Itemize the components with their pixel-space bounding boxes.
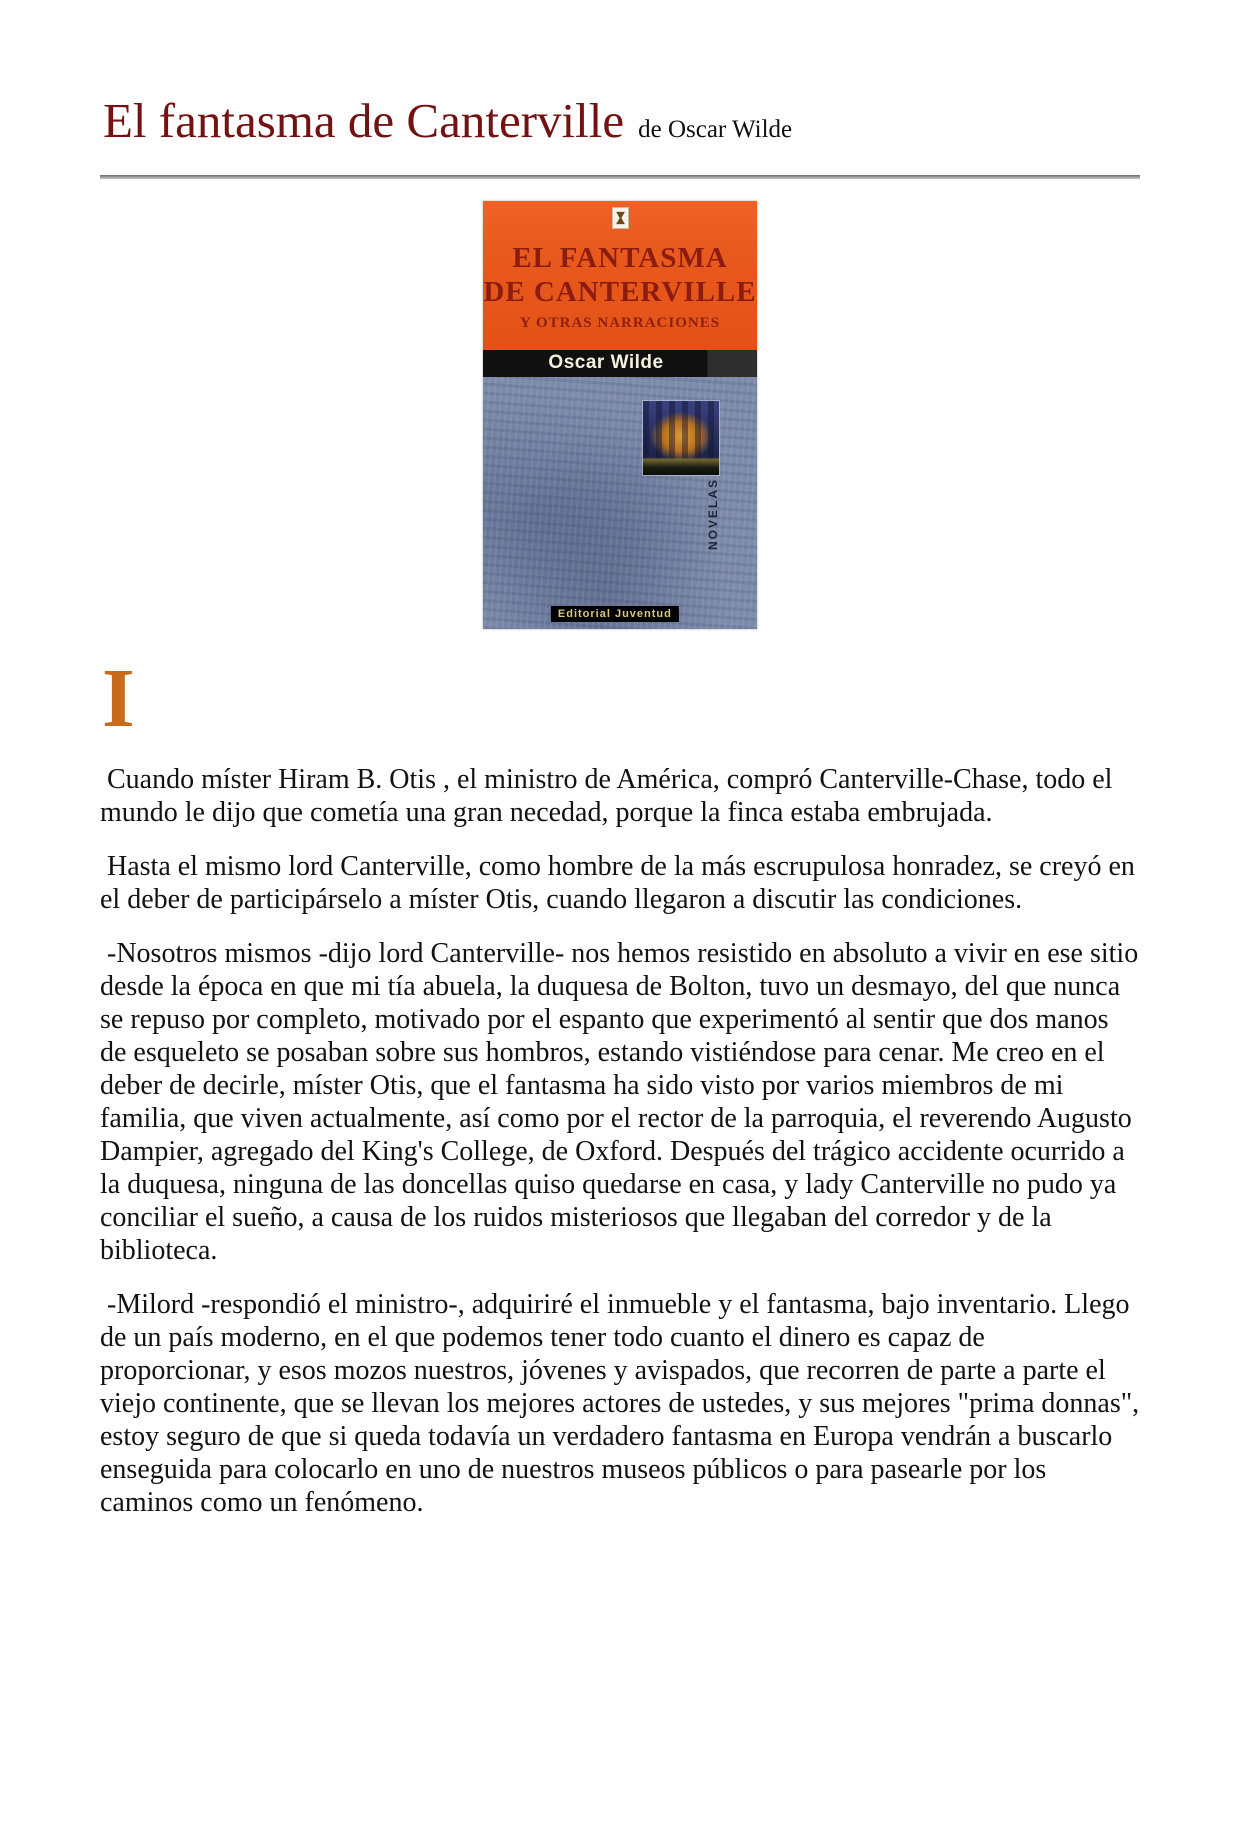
paragraph: -Milord -respondió el ministro-, adquiriré el inmueble y el fantasma, bajo inventario. Llego de un país moderno, en el que podemos tener todo cuanto el dinero es capaz de proporcionar, y esos mozos nuestros, jóvenes y avispados, que recorren de parte a parte el viejo continente, que se llevan los mejores actores de ustedes, y sus mejores "prima donnas", estoy seguro de que si queda todavía un verdadero fantasma en Europa vendrán a buscarlo enseguida para colocarlo en uno de nuestros museos públicos o para pasearle por los caminos como un fenómeno. [100, 1288, 1140, 1518]
cover-collection-label: NOVELAS [706, 477, 720, 550]
castle-photo [643, 401, 719, 475]
cover-author-band [483, 350, 757, 377]
page-title-text: El fantasma de Canterville [103, 93, 625, 148]
book-cover-image [483, 201, 757, 629]
story-text [100, 763, 1140, 1519]
cover-bottom-section [483, 377, 757, 629]
document-page [0, 93, 1240, 1848]
cover-author: Oscar Wilde [548, 352, 664, 374]
page-title [103, 93, 1140, 149]
page-header [100, 93, 1140, 149]
cover-title-line1: EL FANTASMA [512, 241, 728, 274]
cover-title [483, 241, 757, 332]
divider [100, 175, 1140, 179]
page-byline: de Oscar Wilde [638, 116, 793, 143]
publisher-logo-icon [612, 207, 629, 229]
cover-subtitle: Y OTRAS NARRACIONES [519, 314, 721, 331]
chapter-numeral: I [102, 651, 135, 745]
cover-publisher-label: Editorial Juventud [551, 606, 679, 622]
cover-top-section [483, 201, 757, 350]
paragraph: Cuando míster Hiram B. Otis , el ministro de América, compró Canterville-Chase, todo el mundo le dijo que cometía una gran necedad, porque la finca estaba embrujada. [100, 763, 1113, 828]
cover-title-line2: DE CANTERVILLE [483, 275, 757, 308]
paragraph: -Nosotros mismos -dijo lord Canterville- nos hemos resistido en absoluto a vivir en ese sitio desde la época en que mi tía abuela, la duquesa de Bolton, tuvo un desmayo, del que nunca se repuso por completo, motivado por el espanto que experimentó al sentir que dos manos de esqueleto se posaban sobre sus hombros, estando vistiéndose para cenar. Me creo en el deber de decirle, míster Otis, que el fantasma ha sido visto por varios miembros de mi familia, que viven actualmente, así como por el rector de la parroquia, el reverendo Augusto Dampier, agregado del King's College, de Oxford. Después del trágico accidente ocurrido a la duquesa, ninguna de las doncellas quiso quedarse en casa, y lady Canterville no pudo ya conciliar el sueño, a causa de los ruidos misteriosos que llegaban del corredor y de la biblioteca. [100, 937, 1139, 1266]
paragraph: Hasta el mismo lord Canterville, como hombre de la más escrupulosa honradez, se creyó en el deber de participárselo a míster Otis, cuando llegaron a discutir las condiciones. [100, 850, 1135, 915]
